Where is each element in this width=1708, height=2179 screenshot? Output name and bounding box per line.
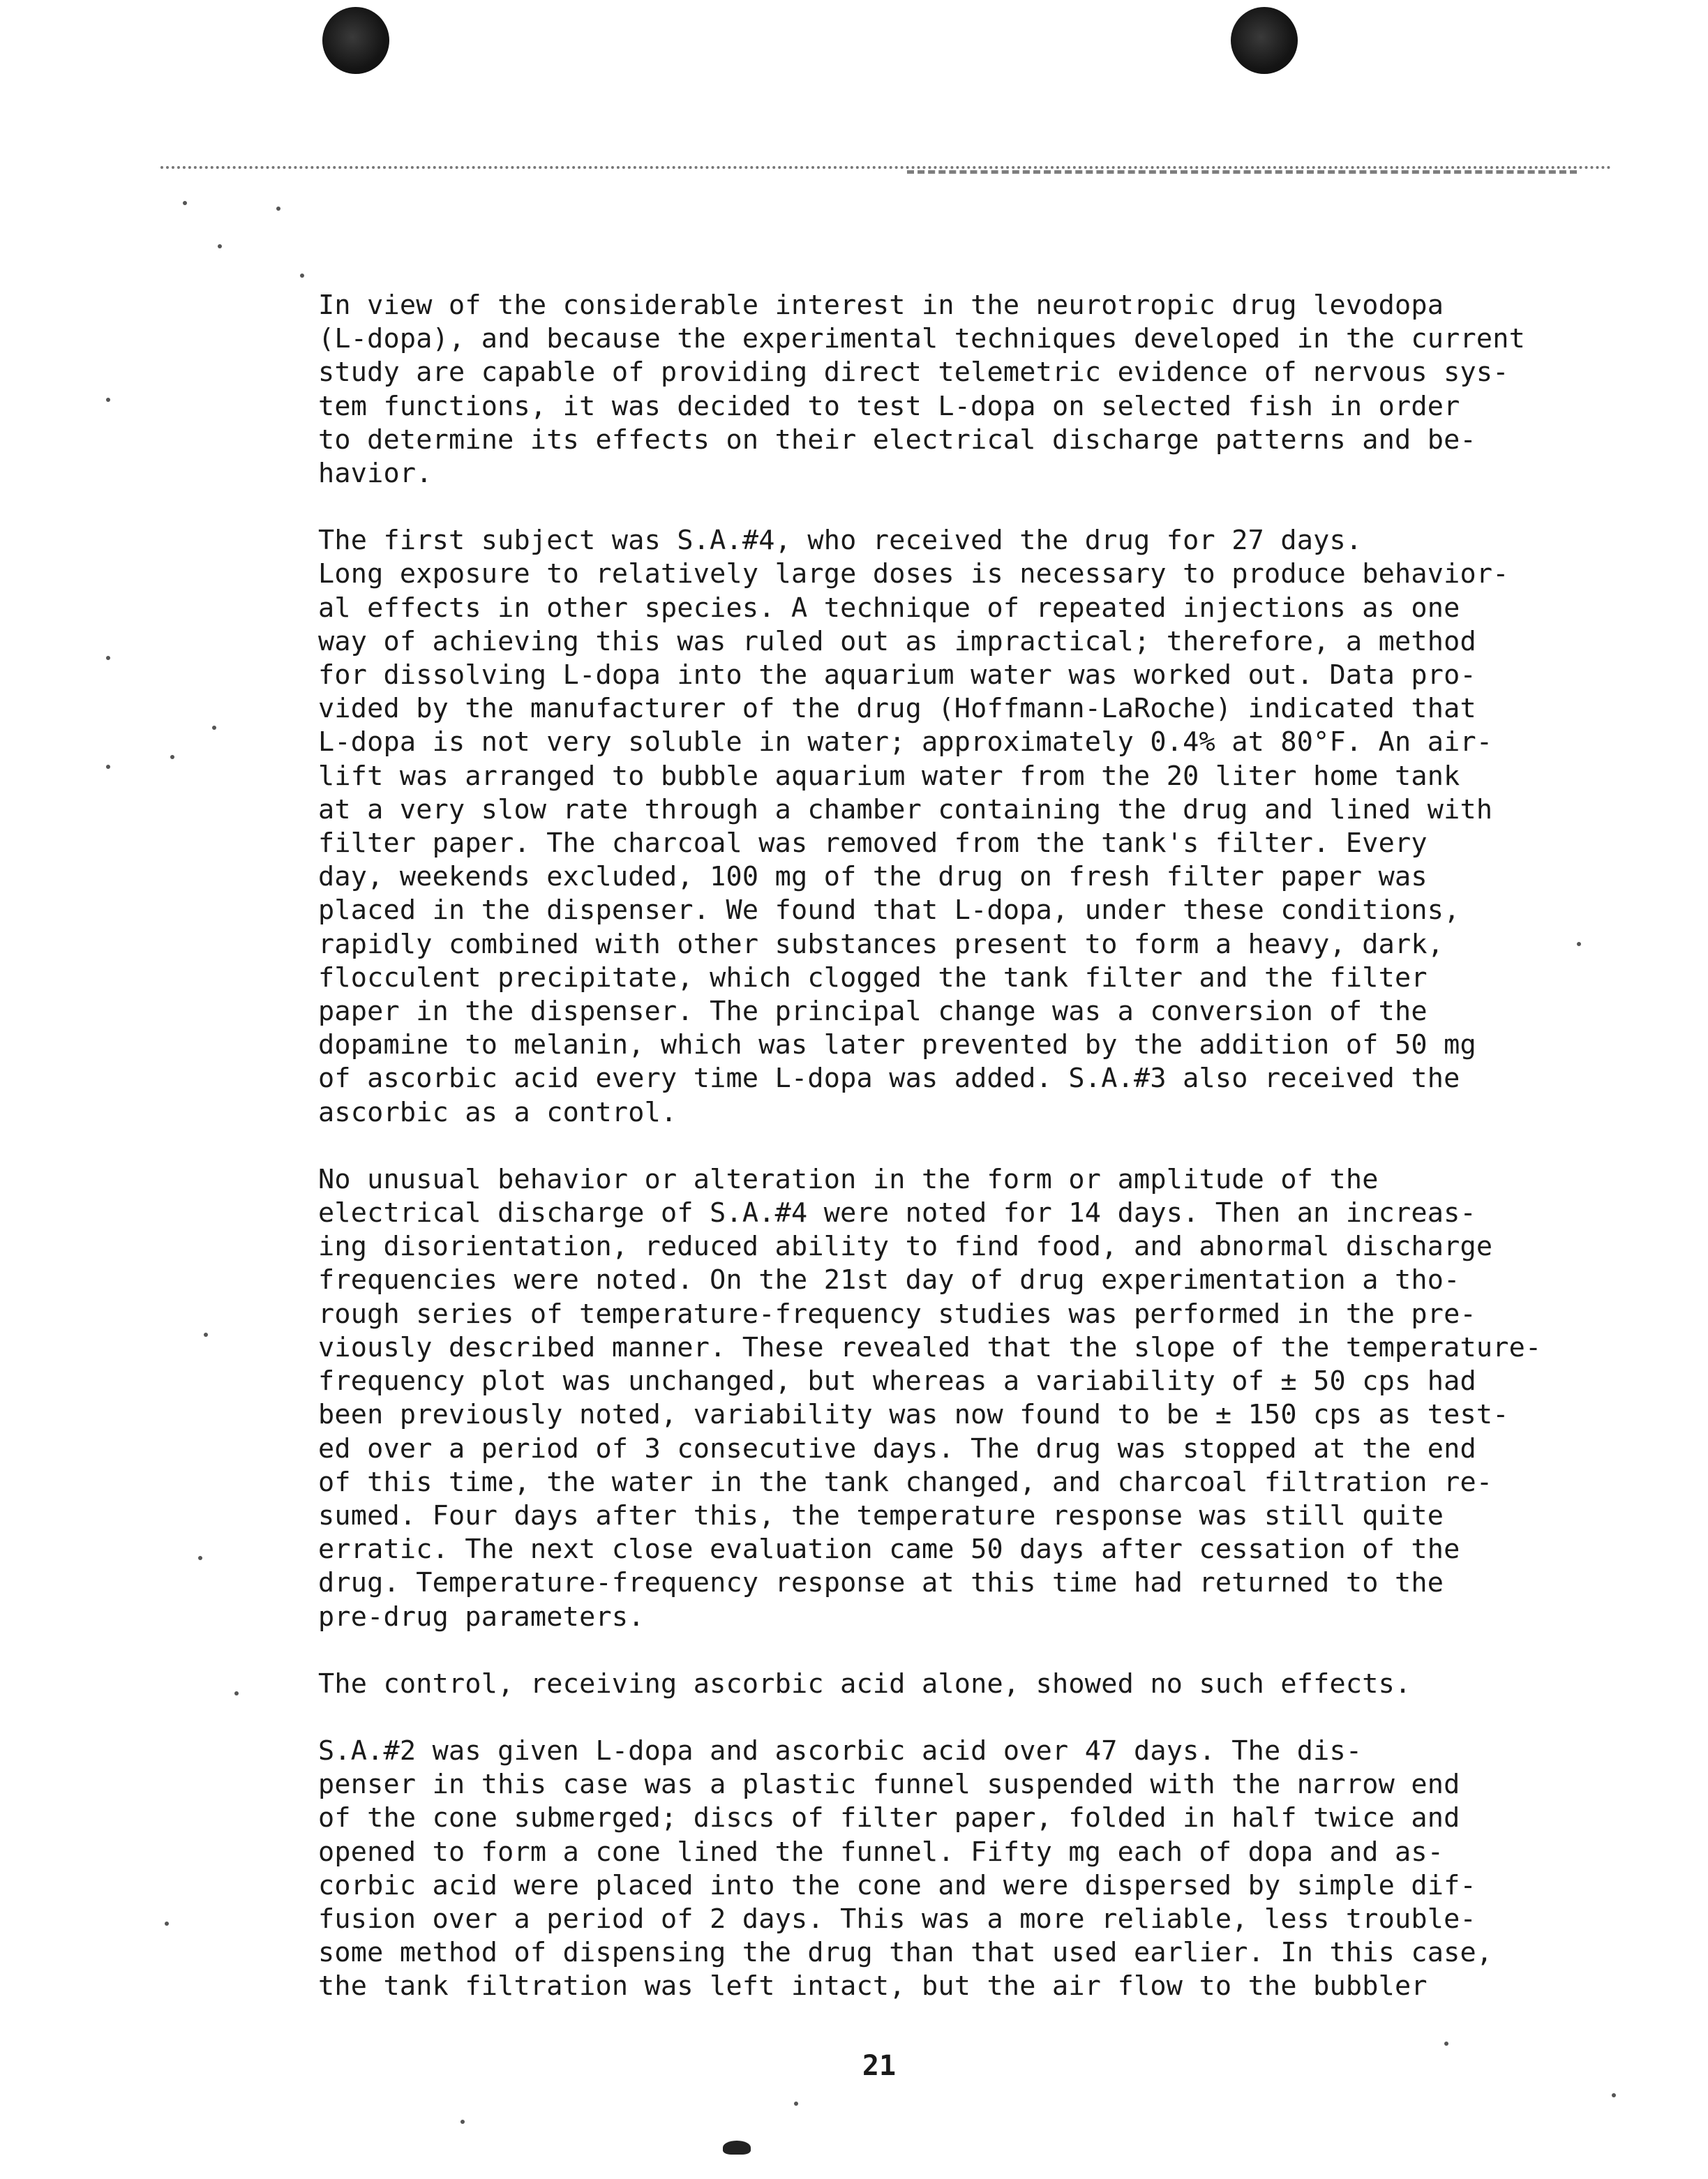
scan-speck bbox=[204, 1333, 208, 1337]
scan-speck bbox=[212, 726, 216, 730]
scan-speck bbox=[1444, 2042, 1448, 2046]
scan-speck bbox=[165, 1922, 169, 1926]
punch-hole-right bbox=[1231, 7, 1298, 74]
scan-smudge bbox=[723, 2141, 751, 2155]
scan-speck bbox=[794, 2102, 798, 2106]
paragraph-observations: No unusual behavior or alteration in the form or amplitude of the electrical discharge of S.A.#4 were noted for 14 days. Then an increas- ing disorientation, reduced ability to find food, and abnormal discharge frequencies were noted. On the 21st day of drug experimentation a tho- rough series of temperature-frequency studies was performed in the pre- viously described manner. These revealed that the slope of the temperature- frequency plot was unchanged, but whereas a variability of ± 50 cps had been previously noted, variability was now found to be ± 150 cps as test- ed over a period of 3 consecutive days. The drug was stopped at the end of this time, the water in the tank changed, and charcoal filtration re- sumed. Four days after this, the temperature response was still quite erratic. The next close evaluation came 50 days after cessation of the drug. Temperature-frequency response at this time had returned to the pre-drug parameters. bbox=[318, 1163, 1542, 1633]
scan-speck bbox=[1577, 942, 1581, 946]
scan-speck bbox=[183, 201, 187, 205]
scan-speck bbox=[276, 207, 280, 211]
scan-speck bbox=[218, 244, 222, 248]
scan-speck bbox=[460, 2120, 465, 2124]
paragraph-levodopa-intro: In view of the considerable interest in the neurotropic drug levodopa (L-dopa), and because the experimental techniques developed in the current study are capable of providing direct telemetric evidence of nervous sys- tem functions, it was decided to test L-dopa on selected fish in order to determine its effects on their electrical discharge patterns and be- havior. bbox=[318, 290, 1526, 490]
punch-hole-left bbox=[322, 7, 389, 74]
scan-speck bbox=[106, 765, 110, 769]
scan-speck bbox=[106, 656, 110, 660]
paragraph-second-subject: S.A.#2 was given L-dopa and ascorbic acid over 47 days. The dis- penser in this case was a plastic funnel suspended with the narrow end of the cone submerged; discs of filter paper, folded in half twice and opened to form a cone lined the funnel. Fifty mg each of dopa and as- corbic acid were placed into the cone and were dispersed by simple dif- fusion over a period of 2 days. This was a more reliable, less trouble- some method of dispensing the drug than that used earlier. In this case, the tank filtration was left intact, but the air flow to the bubbler bbox=[318, 1735, 1493, 2002]
document-body bbox=[318, 289, 1546, 2037]
paragraph-control: The control, receiving ascorbic acid alone, showed no such effects. bbox=[318, 1668, 1411, 1700]
scan-artifact-rule bbox=[160, 166, 1612, 169]
scan-speck bbox=[300, 274, 304, 278]
scan-speck bbox=[234, 1691, 239, 1695]
scan-speck bbox=[198, 1556, 202, 1560]
paragraph-first-subject: The first subject was S.A.#4, who received the drug for 27 days. Long exposure to relatively large doses is necessary to produce behavior- al effects in other species. A technique of repeated injections as one way of achieving this was ruled out as impractical; therefore, a method for dissolving L-dopa into the aquarium water was worked out. Data pro- vided by the manufacturer of the drug (Hoffmann-LaRoche) indicated that L-dopa is not very soluble in water; approximately 0.4% at 80°F. An air- lift was arranged to bubble aquarium water from the 20 liter home tank at a very slow rate through a chamber containing the drug and lined with filter paper. The charcoal was removed from the tank's filter. Every day, weekends excluded, 100 mg of the drug on fresh filter paper was placed in the dispenser. We found that L-dopa, under these conditions, rapidly combined with other substances present to form a heavy, dark, flocculent precipitate, which clogged the tank filter and the filter paper in the dispenser. The principal change was a conversion of the dopamine to melanin, which was later prevented by the addition of 50 mg of ascorbic acid every time L-dopa was added. S.A.#3 also received the ascorbic as a control. bbox=[318, 525, 1509, 1128]
page-number: 21 bbox=[862, 2050, 897, 2082]
scan-speck bbox=[1612, 2093, 1616, 2097]
scan-speck bbox=[170, 755, 174, 759]
scan-speck bbox=[106, 398, 110, 402]
scan-artifact-rule-dark bbox=[907, 170, 1577, 174]
